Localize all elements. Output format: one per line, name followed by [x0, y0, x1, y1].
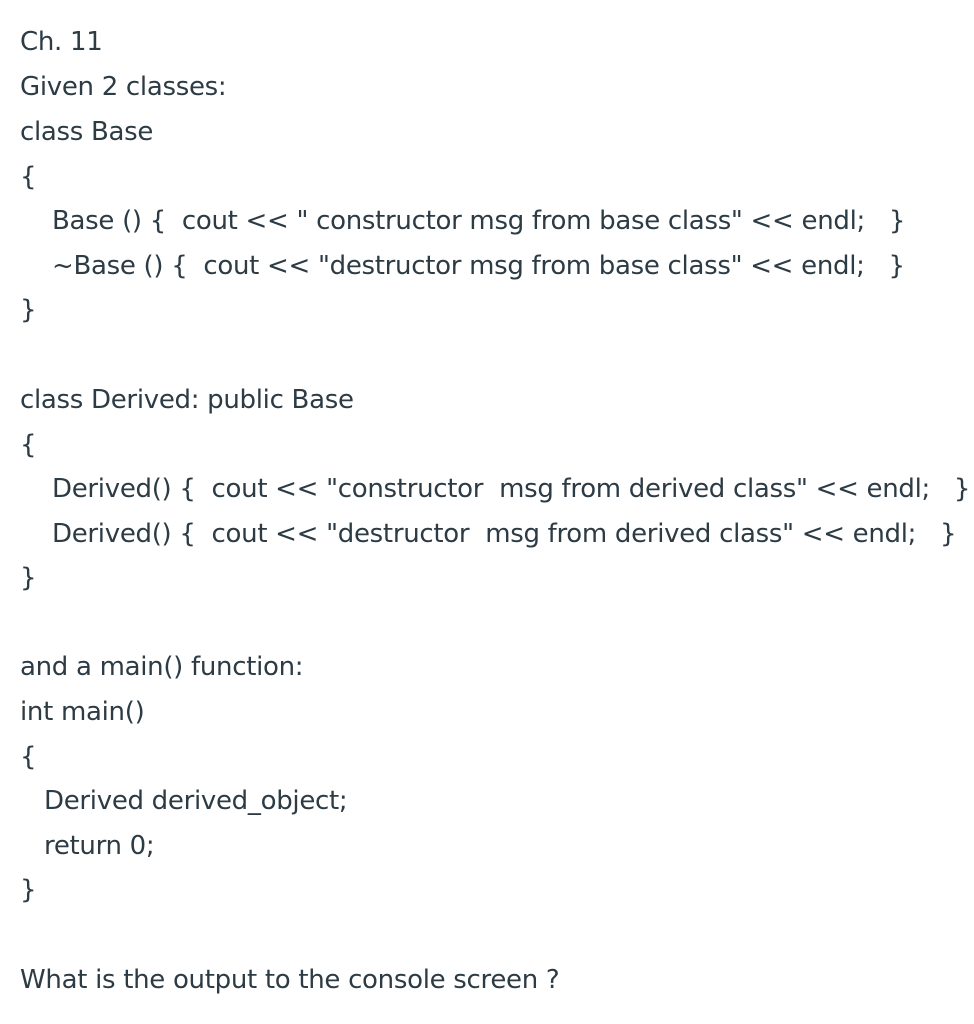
base-class-header: class Base: [20, 117, 154, 147]
main-intro-text: and a main() function:: [20, 652, 304, 682]
base-open-brace: {: [20, 162, 37, 192]
base-destructor-line: ~Base () { cout << "destructor msg from base class" << endl; }: [52, 251, 905, 281]
base-close-brace: }: [20, 295, 37, 325]
main-open-brace: {: [20, 742, 37, 772]
main-close-brace: }: [20, 875, 37, 905]
chapter-label: Ch. 11: [20, 27, 103, 57]
derived-destructor-line: Derived() { cout << "destructor msg from derived class" << endl; }: [52, 519, 957, 549]
intro-text: Given 2 classes:: [20, 72, 227, 102]
main-return-line: return 0;: [44, 831, 155, 861]
derived-constructor-line: Derived() { cout << "constructor msg from derived class" << endl; }: [52, 474, 971, 504]
main-statement-line: Derived derived_object;: [44, 786, 348, 816]
main-header: int main(): [20, 697, 145, 727]
question-text: What is the output to the console screen ?: [20, 965, 560, 995]
base-constructor-line: Base () { cout << " constructor msg from base class" << endl; }: [52, 206, 906, 236]
derived-class-header: class Derived: public Base: [20, 385, 354, 415]
derived-open-brace: {: [20, 430, 37, 460]
derived-close-brace: }: [20, 563, 37, 593]
